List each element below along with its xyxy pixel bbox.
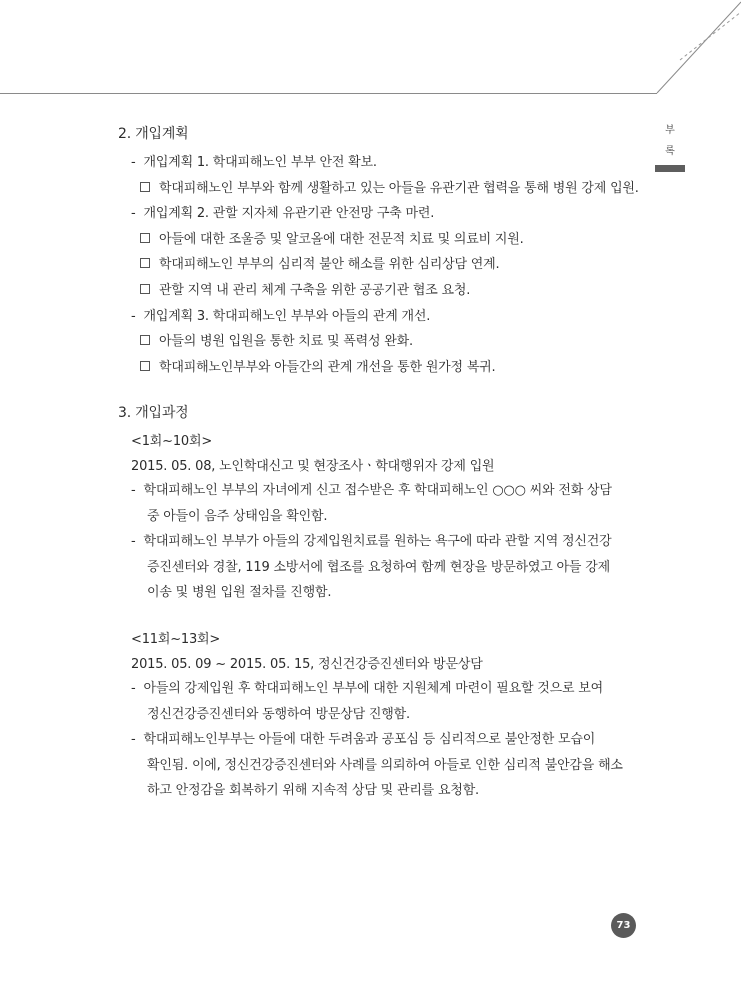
dash-item-text: 개입계획 2. 관할 지자체 유관기관 안전망 구축 마련. [143, 206, 435, 222]
continuation-text: 중 아들이 음주 상태임을 확인함. [147, 508, 328, 524]
dash-bullet: - [131, 483, 136, 498]
side-tab-bar [655, 165, 685, 172]
dash-item [131, 728, 595, 747]
box-item [140, 253, 499, 272]
box-item [140, 177, 639, 196]
section-heading-plan: 2. 개입계획 [118, 126, 189, 142]
side-tab-char-1: 부 [665, 125, 675, 136]
dash-bullet: - [131, 681, 136, 696]
dash-bullet: - [131, 308, 136, 324]
dash-item [131, 151, 377, 170]
dash-item-text: 학대피해노인 부부의 자녀에게 신고 접수받은 후 학대피해노인 ○○○ 씨와 전화 상담 [143, 483, 612, 498]
square-bullet-icon [140, 335, 150, 345]
dash-bullet: - [131, 155, 136, 170]
box-item [140, 356, 495, 375]
continuation-line [147, 703, 410, 722]
dash-item [131, 202, 434, 221]
section-heading-process: 3. 개입과정 [118, 405, 189, 421]
page-number: 73 [611, 913, 636, 938]
dash-item [131, 305, 430, 324]
header-rule [0, 93, 657, 94]
continuation-line [147, 779, 479, 798]
dash-bullet: - [131, 534, 136, 549]
continuation-text: 증진센터와 경찰, 119 소방서에 협조를 요청하여 함께 현장을 방문하였고 아들 강제 [147, 559, 610, 575]
box-item-text: 아들의 병원 입원을 통한 치료 및 폭력성 완화. [159, 334, 413, 350]
box-item-text: 학대피해노인부부와 아들간의 관계 개선을 통한 원가정 복귀. [159, 359, 496, 375]
dash-item [131, 530, 611, 549]
dash-bullet: - [131, 732, 136, 747]
appendix-side-tab [655, 120, 685, 162]
dash-item-text: 학대피해노인부부는 아들에 대한 두려움과 공포심 등 심리적으로 불안정한 모습이 [143, 732, 596, 747]
continuation-line [147, 556, 610, 575]
box-item-text: 관할 지역 내 관리 체계 구축을 위한 공공기관 협조 요청. [159, 283, 471, 298]
header-corner-decoration [0, 0, 741, 100]
continuation-text: 정신건강증진센터와 동행하여 방문상담 진행함. [147, 706, 410, 722]
date-line-2: 2015. 05. 09 ~ 2015. 05. 15, 정신건강증진센터와 방문상담 [131, 657, 483, 672]
continuation-text: 확인됨. 이에, 정신건강증진센터와 사례를 의뢰하여 아들로 인한 심리적 불안감을 해소 [147, 757, 623, 773]
box-item-text: 학대피해노인 부부와 함께 생활하고 있는 아들을 유관기관 협력을 통해 병원 강제 입원. [159, 180, 639, 196]
dash-item-text: 개입계획 1. 학대피해노인 부부 안전 확보. [143, 155, 377, 170]
date-line-1: 2015. 05. 08, 노인학대신고 및 현장조사ㆍ학대행위자 강제 입원 [131, 459, 495, 474]
square-bullet-icon [140, 182, 150, 192]
box-item [140, 330, 413, 349]
dash-item-text: 개입계획 3. 학대피해노인 부부와 아들의 관계 개선. [143, 308, 431, 324]
square-bullet-icon [140, 258, 150, 268]
dash-item [131, 479, 612, 498]
square-bullet-icon [140, 361, 150, 371]
box-item [140, 279, 470, 298]
dash-item [131, 677, 603, 696]
session-label-2: <11회~13회> [131, 632, 221, 647]
continuation-line [147, 505, 327, 524]
continuation-text: 하고 안정감을 회복하기 위해 지속적 상담 및 관리를 요청함. [147, 783, 479, 798]
square-bullet-icon [140, 233, 150, 243]
box-item-text: 아들에 대한 조울증 및 알코올에 대한 전문적 치료 및 의료비 지원. [159, 231, 524, 247]
box-item [140, 228, 524, 247]
box-item-text: 학대피해노인 부부의 심리적 불안 해소를 위한 심리상담 연계. [159, 257, 500, 273]
continuation-line [147, 581, 331, 600]
side-tab-char-2: 록 [665, 146, 675, 157]
dash-item-text: 학대피해노인 부부가 아들의 강제입원치료를 원하는 욕구에 따라 관할 지역 정신건강 [143, 534, 612, 549]
square-bullet-icon [140, 284, 150, 294]
continuation-text: 이송 및 병원 입원 절차를 진행함. [147, 585, 332, 600]
continuation-line [147, 754, 623, 773]
dash-bullet: - [131, 206, 136, 222]
dash-item-text: 아들의 강제입원 후 학대피해노인 부부에 대한 지원체계 마련이 필요할 것으로 보여 [143, 681, 603, 696]
session-label-1: <1회~10회> [131, 434, 213, 449]
